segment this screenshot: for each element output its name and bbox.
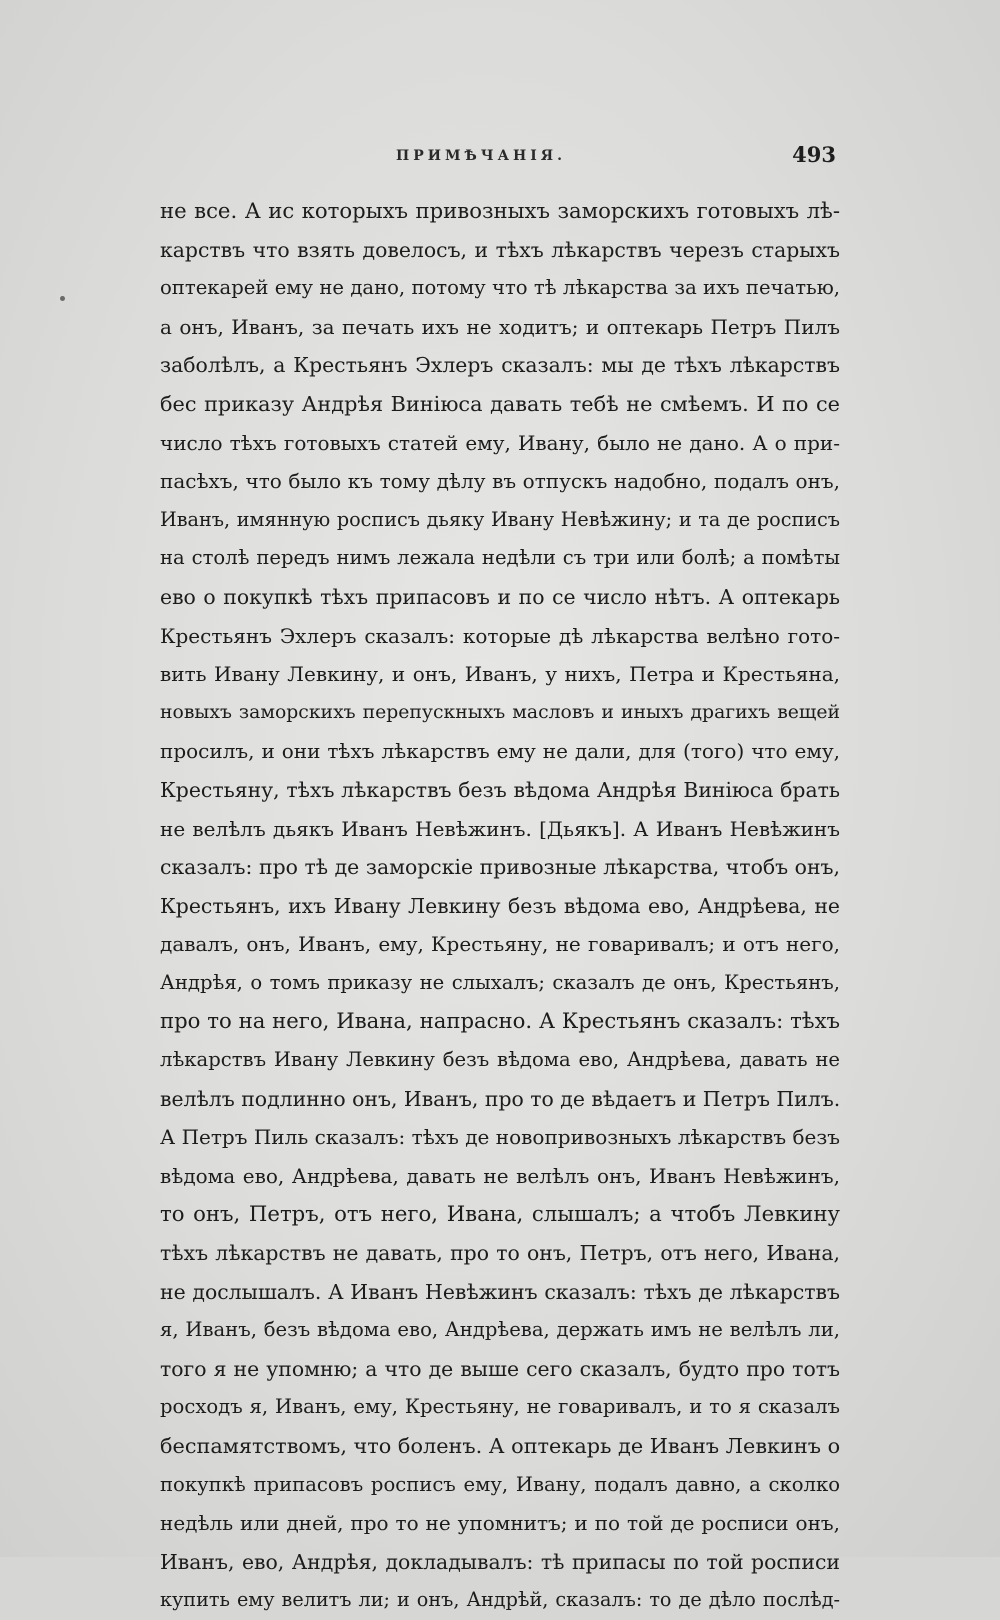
- text-line: давалъ, онъ, Иванъ, ему, Крестьяну, не говаривалъ; и отъ него,: [160, 932, 840, 957]
- text-line: оптекарей ему не дано, потому что тѣ лѣкарства за ихъ печатью,: [160, 276, 840, 300]
- running-head: ПРИМѢЧАНІЯ.: [396, 148, 566, 164]
- text-line: а онъ, Иванъ, за печать ихъ не ходитъ; и оптекарь Петръ Пилъ: [160, 314, 840, 339]
- text-line: покупкѣ припасовъ росписъ ему, Ивану, подалъ давно, а сколко: [160, 1472, 840, 1496]
- body-text: [160, 192, 840, 1620]
- text-line: Иванъ, ево, Андрѣя, докладывалъ: тѣ припасы по той росписи: [160, 1549, 840, 1574]
- text-line: лѣкарствъ Ивану Левкину безъ вѣдома ево, Андрѣева, давать не: [160, 1048, 840, 1072]
- text-line: недѣль или дней, про то не упомнитъ; и по той де росписи онъ,: [160, 1511, 840, 1536]
- text-line: росходъ я, Иванъ, ему, Крестьяну, не говаривалъ, и то я сказалъ: [160, 1395, 840, 1419]
- text-line: ево о покупкѣ тѣхъ припасовъ и по се число нѣтъ. А оптекарь: [160, 584, 840, 609]
- text-line: число тѣхъ готовыхъ статей ему, Ивану, было не дано. А о при-: [160, 430, 840, 455]
- text-line: вить Ивану Левкину, и онъ, Иванъ, у нихъ, Петра и Крестьяна,: [160, 662, 840, 687]
- text-line: купить ему велитъ ли; и онъ, Андрѣй, сказалъ: то де дѣло послѣд-: [160, 1588, 840, 1612]
- page-header: [160, 140, 836, 176]
- paper-speck: [60, 296, 65, 301]
- text-line: Андрѣя, о томъ приказу не слыхалъ; сказалъ де онъ, Крестьянъ,: [160, 970, 840, 994]
- text-line: вѣдома ево, Андрѣева, давать не велѣлъ онъ, Иванъ Невѣжинъ,: [160, 1163, 840, 1188]
- text-line: про то на него, Ивана, напрасно. А Крестьянъ сказалъ: тѣхъ: [160, 1008, 840, 1034]
- text-line: не все. А ис которыхъ привозныхъ заморскихъ готовыхъ лѣ-: [160, 198, 840, 223]
- text-line: того я не упомню; а что де выше сего сказалъ, будто про тотъ: [160, 1356, 840, 1381]
- text-line: сказалъ: про тѣ де заморскіе привозные лѣкарства, чтобъ онъ,: [160, 855, 840, 880]
- text-line: заболѣлъ, а Крестьянъ Эхлеръ сказалъ: мы де тѣхъ лѣкарствъ: [160, 353, 840, 378]
- text-line: Крестьянъ, ихъ Ивану Левкину безъ вѣдома ево, Андрѣева, не: [160, 893, 840, 918]
- text-line: не велѣлъ дьякъ Иванъ Невѣжинъ. [Дьякъ]. А Иванъ Невѣжинъ: [160, 816, 840, 841]
- page-number: 493: [792, 142, 836, 167]
- text-line: то онъ, Петръ, отъ него, Ивана, слышалъ; а чтобъ Левкину: [160, 1201, 840, 1227]
- text-line: беспамятствомъ, что боленъ. А оптекарь де Иванъ Левкинъ о: [160, 1434, 840, 1458]
- text-line: не дослышалъ. А Иванъ Невѣжинъ сказалъ: тѣхъ де лѣкарствъ: [160, 1279, 840, 1304]
- text-line: на столѣ передъ нимъ лежала недѣли съ три или болѣ; а помѣты: [160, 546, 840, 570]
- text-line: А Петръ Пиль сказалъ: тѣхъ де новопривозныхъ лѣкарствъ безъ: [160, 1125, 840, 1150]
- text-line: бес приказу Андрѣя Виніюса давать тебѣ не смѣемъ. И по се: [160, 391, 840, 416]
- text-line: Иванъ, имянную росписъ дьяку Ивану Невѣжину; и та де росписъ: [160, 507, 840, 531]
- text-line: велѣлъ подлинно онъ, Иванъ, про то де вѣдаетъ и Петръ Пилъ.: [160, 1086, 840, 1111]
- text-line: Крестьяну, тѣхъ лѣкарствъ безъ вѣдома Андрѣя Виніюса брать: [160, 777, 840, 802]
- text-line: просилъ, и они тѣхъ лѣкарствъ ему не дали, для (того) что ему,: [160, 739, 840, 764]
- text-line: пасѣхъ, что было къ тому дѣлу въ отпускъ надобно, подалъ онъ,: [160, 469, 840, 494]
- text-line: Крестьянъ Эхлеръ сказалъ: которые дѣ лѣкарства велѣно гото-: [160, 623, 840, 648]
- text-line: карствъ что взять довелосъ, и тѣхъ лѣкарствъ черезъ старыхъ: [160, 237, 840, 262]
- text-line: я, Иванъ, безъ вѣдома ево, Андрѣева, держать имъ не велѣлъ ли,: [160, 1318, 840, 1342]
- text-line: новыхъ заморскихъ перепускныхъ масловъ и иныхъ драгихъ вещей: [160, 701, 840, 723]
- text-line: тѣхъ лѣкарствъ не давать, про то онъ, Петръ, отъ него, Ивана,: [160, 1241, 840, 1266]
